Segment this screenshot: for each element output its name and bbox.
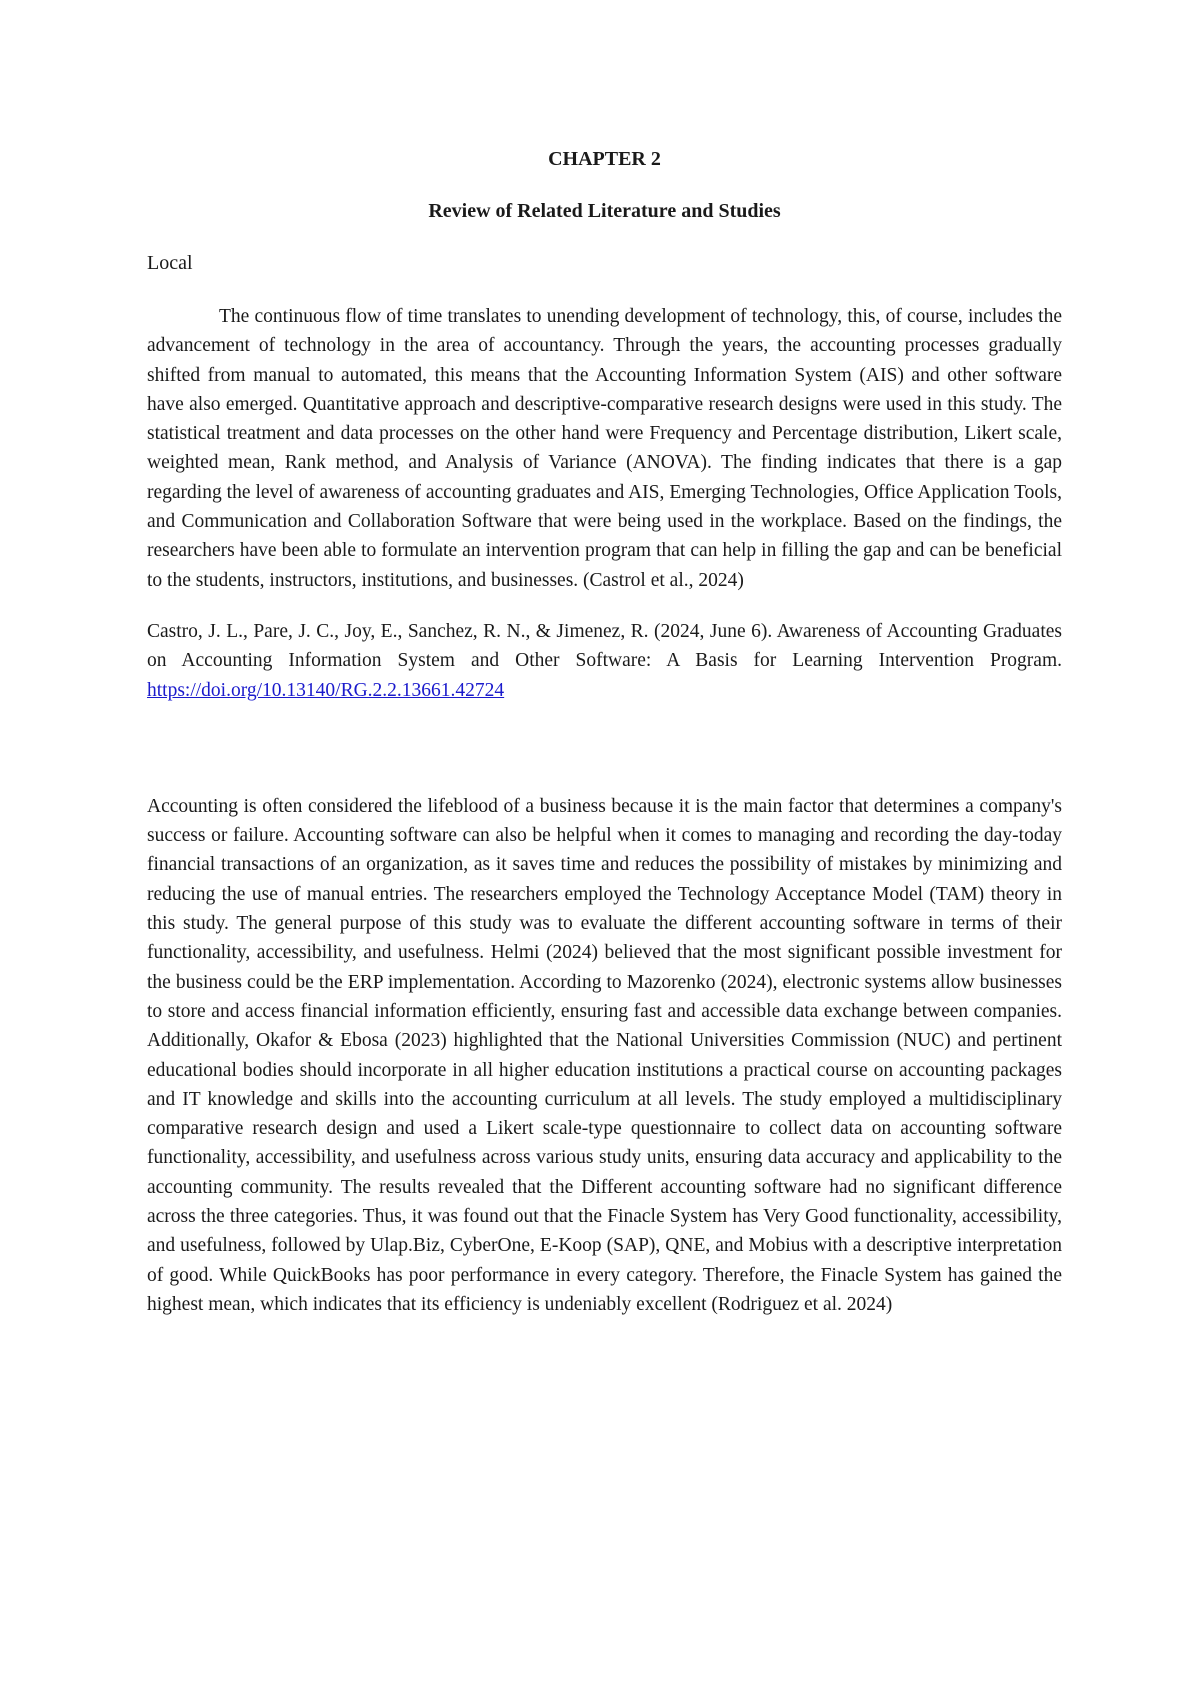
section-title: Review of Related Literature and Studies: [428, 200, 781, 222]
reference-text: Castro, J. L., Pare, J. C., Joy, E., Sanchez, R. N., & Jimenez, R. (2024, June 6). Awareness of Accounting Graduates on Accounting Information System and Other Software: A Basis for Learning Intervention Program.: [147, 620, 1062, 672]
subheading-local: Local: [147, 252, 193, 274]
paragraph-castro-summary: The continuous flow of time translates to unending development of technology, this, of course, includes the advancement of technology in the area of accountancy. Through the years, the accounting processes gradually shifted from manual to automated, this means that the Accounting Information System (AIS) and other software have also emerged. Quantitative approach and descriptive-comparative research designs were used in this study. The statistical treatment and data processes on the other hand were Frequency and Percentage distribution, Likert scale, weighted mean, Rank method, and Analysis of Variance (ANOVA). The finding indicates that there is a gap regarding the level of awareness of accounting graduates and AIS, Emerging Technologies, Office Application Tools, and Communication and Collaboration Software that were being used in the workplace. Based on the findings, the researchers have been able to formulate an intervention program that can help in filling the gap and can be beneficial to the students, instructors, institutions, and businesses. (Castrol et al., 2024): [147, 306, 1062, 591]
document-body: [147, 145, 1062, 1319]
chapter-heading: CHAPTER 2: [548, 148, 661, 170]
reference-castro: [147, 617, 1062, 705]
paragraph-rodriguez-summary: Accounting is often considered the lifeblood of a business because it is the main factor that determines a company's success or failure. Accounting software can also be helpful when it comes to managing and recording the day-today financial transactions of an organization, as it saves time and reduces the possibility of mistakes by minimizing and reducing the use of manual entries. The researchers employed the Technology Acceptance Model (TAM) theory in this study. The general purpose of this study was to evaluate the different accounting software in terms of their functionality, accessibility, and usefulness. Helmi (2024) believed that the most significant possible investment for the business could be the ERP implementation. According to Mazorenko (2024), electronic systems allow businesses to store and access financial information efficiently, ensuring fast and accessible data exchange between companies. Additionally, Okafor & Ebosa (2023) highlighted that the National Universities Commission (NUC) and pertinent educational bodies should incorporate in all higher education institutions a practical course on accounting packages and IT knowledge and skills into the accounting curriculum at all levels. The study employed a multidisciplinary comparative research design and used a Likert scale-type questionnaire to collect data on accounting software functionality, accessibility, and usefulness across various study units, ensuring data accuracy and applicability to the accounting community. The results revealed that the Different accounting software had no significant difference across the three categories. Thus, it was found out that the Finacle System has Very Good functionality, accessibility, and usefulness, followed by Ulap.Biz, CyberOne, E-Koop (SAP), QNE, and Mobius with a descriptive interpretation of good. While QuickBooks has poor performance in every category. Therefore, the Finacle System has gained the highest mean, which indicates that its efficiency is undeniably excellent (Rodriguez et al. 2024): [147, 795, 1062, 1315]
doi-link[interactable]: https://doi.org/10.13140/RG.2.2.13661.42724: [147, 679, 505, 701]
